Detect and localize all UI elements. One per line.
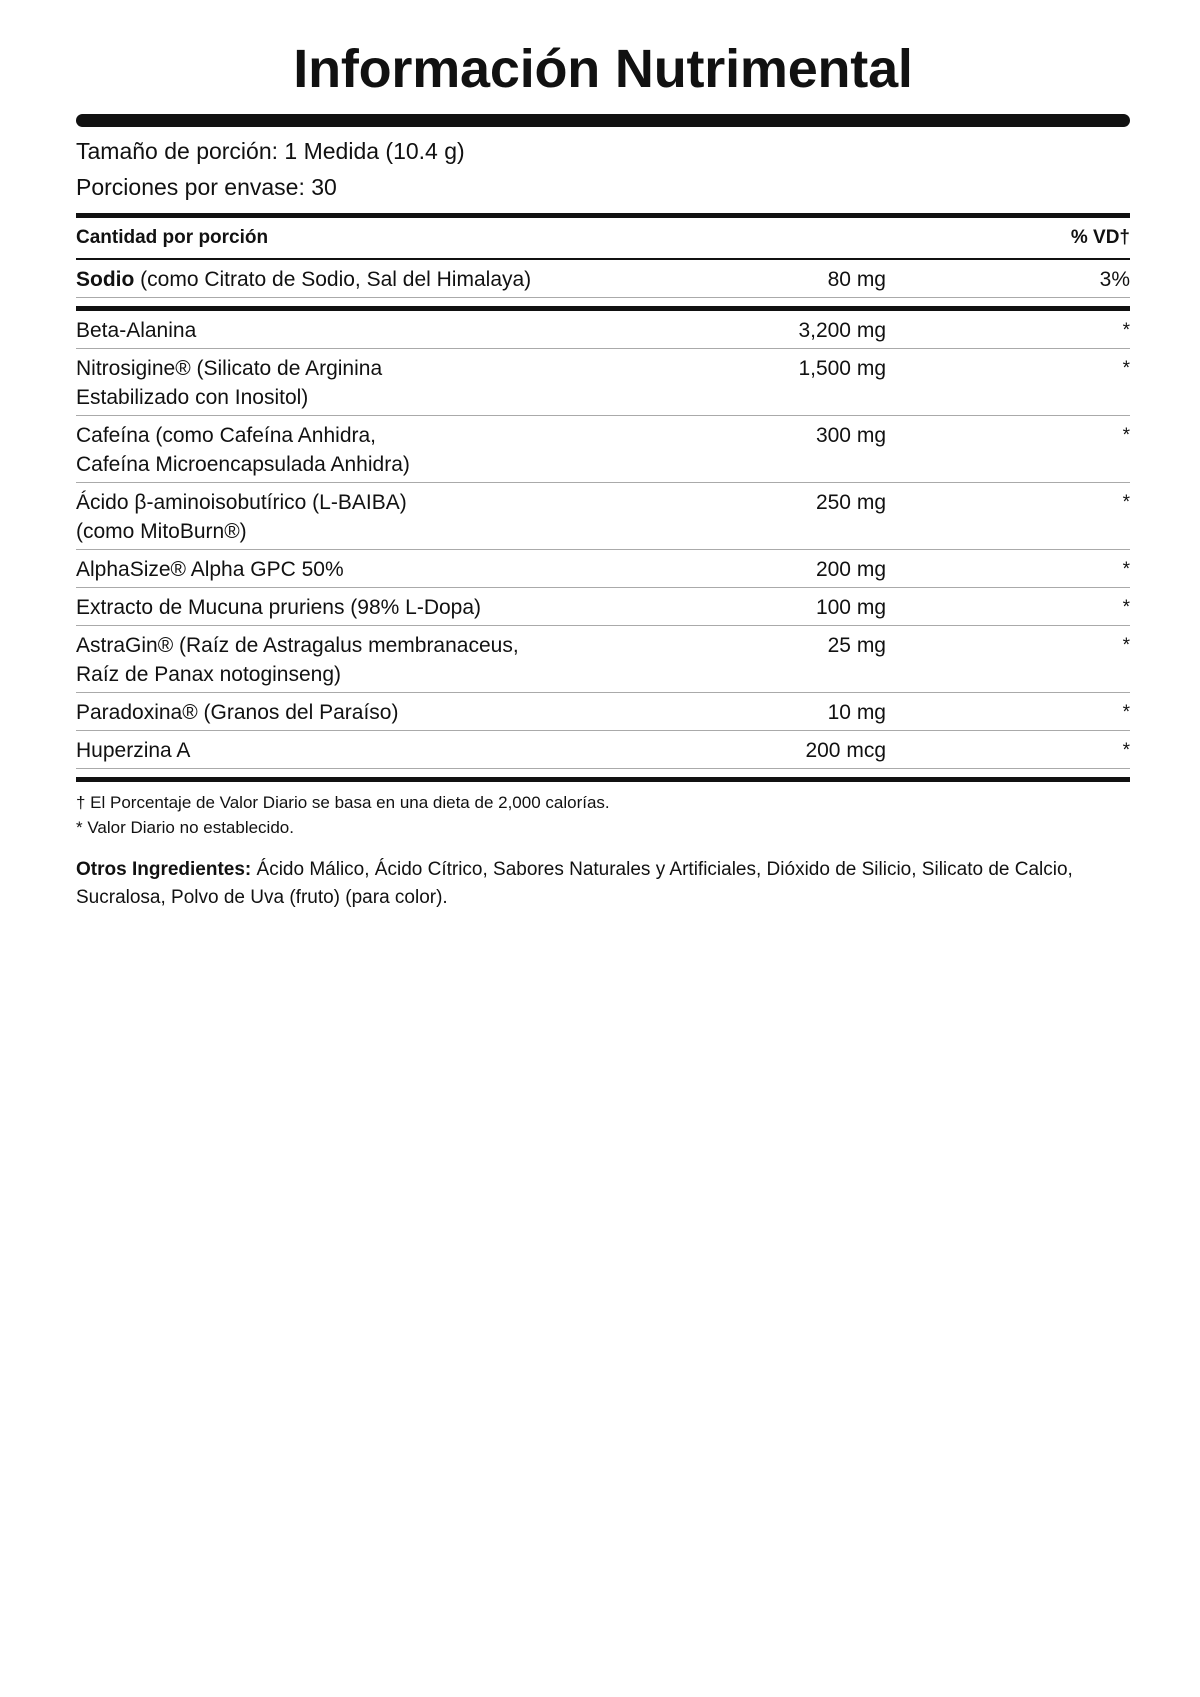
- ingredient-name: Paradoxina® (Granos del Paraíso): [76, 701, 399, 724]
- ingredient-list: [76, 311, 1130, 769]
- ingredient-daily-value: *: [1122, 559, 1130, 580]
- not-established-footnote: * Valor Diario no establecido.: [76, 818, 294, 837]
- ingredient-row: [76, 626, 1130, 692]
- nutrient-amount: 80 mg: [827, 268, 886, 291]
- ingredient-name: Cafeína (como Cafeína Anhidra, Cafeína Microencapsulada Anhidra): [76, 424, 410, 476]
- ingredient-daily-value: *: [1122, 320, 1130, 341]
- ingredient-daily-value: *: [1122, 425, 1130, 446]
- ingredient-amount: 100 mg: [815, 596, 886, 619]
- ingredient-daily-value: *: [1122, 492, 1130, 513]
- ingredient-row: [76, 693, 1130, 730]
- footnote-divider: [76, 777, 1130, 782]
- ingredient-row: [76, 311, 1130, 348]
- ingredient-amount: 200 mg: [815, 558, 886, 581]
- other-ingredients: [76, 856, 1130, 912]
- ingredient-name: Nitrosigine® (Silicato de Arginina Estabilizado con Inositol): [76, 357, 383, 409]
- ingredient-amount: 1,500 mg: [798, 357, 886, 380]
- servings-per-container: Porciones por envase: 30: [76, 174, 337, 200]
- ingredient-daily-value: *: [1122, 597, 1130, 618]
- ingredient-name: AstraGin® (Raíz de Astragalus membranaceus, Raíz de Panax notoginseng): [76, 634, 519, 686]
- ingredient-amount: 25 mg: [827, 634, 886, 657]
- nutrition-facts-panel: [76, 0, 1130, 912]
- ingredient-row: [76, 550, 1130, 587]
- ingredient-name: AlphaSize® Alpha GPC 50%: [76, 558, 344, 581]
- nutrient-name: [76, 265, 696, 294]
- daily-value-header: % VD†: [1070, 227, 1130, 248]
- title-divider: [76, 114, 1130, 127]
- sodium-row: [76, 260, 1130, 297]
- ingredient-name: Beta-Alanina: [76, 319, 197, 342]
- ingredient-daily-value: *: [1122, 740, 1130, 761]
- ingredient-amount: 10 mg: [827, 701, 886, 724]
- ingredient-row: [76, 588, 1130, 625]
- amount-per-serving-header: Cantidad por porción: [76, 227, 269, 248]
- ingredient-name: Extracto de Mucuna pruriens (98% L-Dopa): [76, 596, 482, 619]
- daily-value-footnote: † El Porcentaje de Valor Diario se basa en una dieta de 2,000 calorías.: [76, 793, 610, 812]
- ingredient-row: [76, 416, 1130, 482]
- footnotes: [76, 790, 1130, 840]
- other-ingredients-text: Ácido Málico, Ácido Cítrico, Sabores Naturales y Artificiales, Dióxido de Silicio, Silicato de Calcio, Sucralosa, Polvo de Uva (fruto) (para color).: [76, 859, 1073, 908]
- ingredient-row: [76, 483, 1130, 549]
- sodium-label: Sodio: [76, 268, 135, 291]
- sodium-source: (como Citrato de Sodio, Sal del Himalaya): [134, 268, 532, 291]
- panel-title: Información Nutrimental: [293, 39, 913, 99]
- other-ingredients-label: Otros Ingredientes:: [76, 859, 252, 880]
- ingredient-row: [76, 731, 1130, 768]
- ingredient-daily-value: *: [1122, 358, 1130, 379]
- ingredient-name: Ácido β-aminoisobutírico (L-BAIBA) (como MitoBurn®): [76, 491, 407, 543]
- ingredient-row: [76, 349, 1130, 415]
- table-header: [76, 218, 1130, 258]
- ingredient-amount: 300 mg: [815, 424, 886, 447]
- ingredient-name: Huperzina A: [76, 739, 191, 762]
- ingredient-daily-value: *: [1122, 702, 1130, 723]
- ingredient-daily-value: *: [1122, 635, 1130, 656]
- ingredient-amount: 3,200 mg: [798, 319, 886, 342]
- ingredient-amount: 250 mg: [815, 491, 886, 514]
- serving-size: Tamaño de porción: 1 Medida (10.4 g): [76, 138, 465, 164]
- nutrient-daily-value: 3%: [1099, 268, 1130, 291]
- ingredient-amount: 200 mcg: [805, 739, 886, 762]
